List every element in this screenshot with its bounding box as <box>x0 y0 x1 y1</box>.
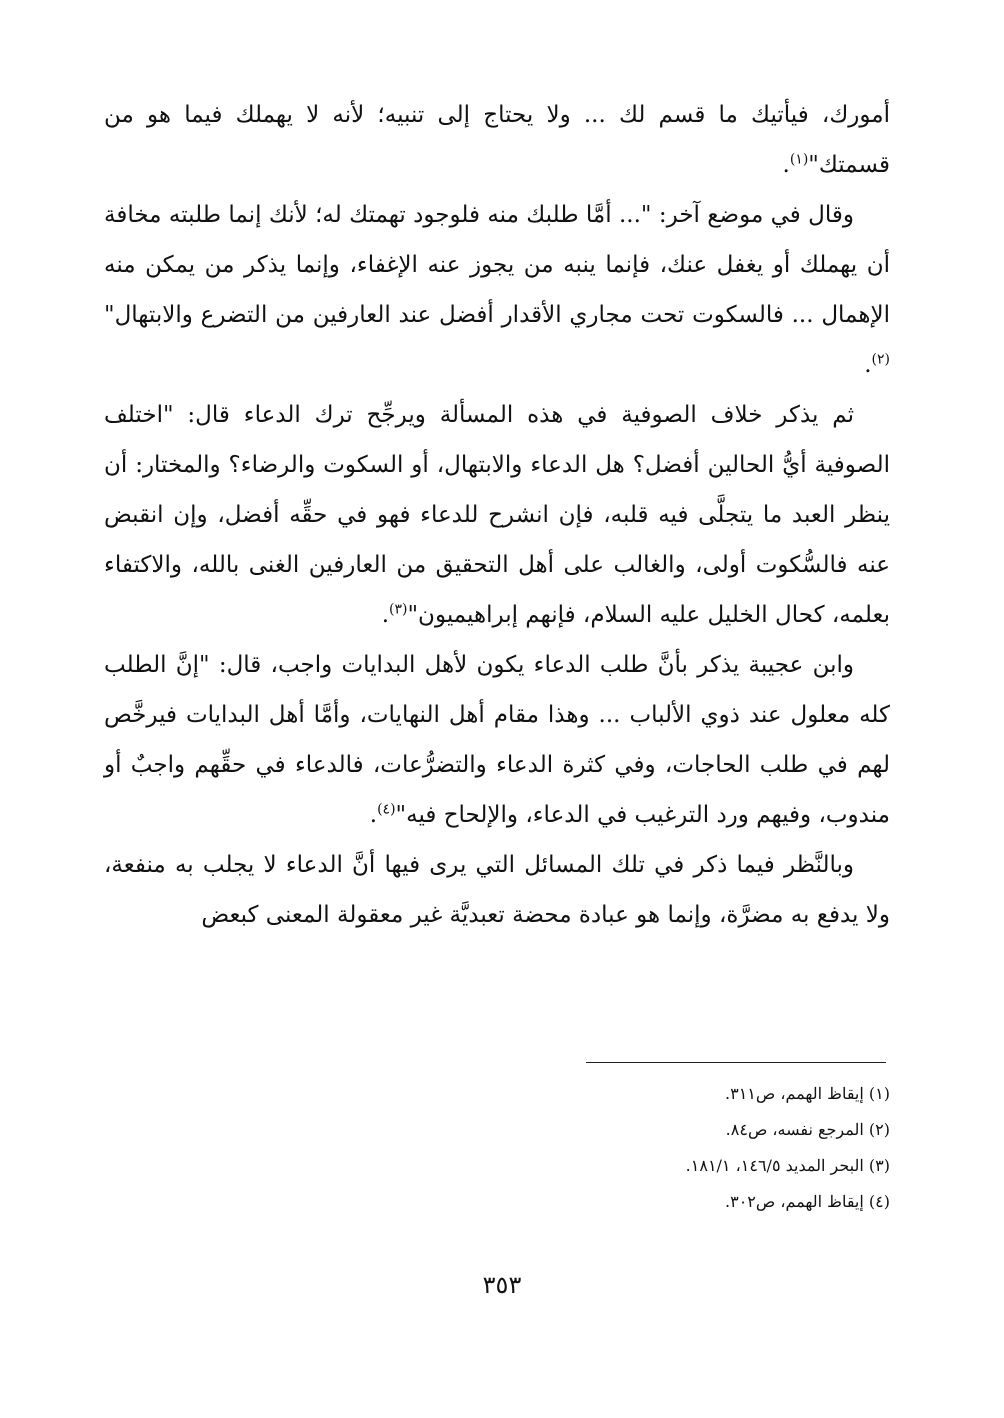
paragraph-4-text: وابن عجيبة يذكر بأنَّ طلب الدعاء يكون لأهل البدايات واجب، قال: "إنَّ الطلب كله معلول عند ذوي الألباب ... وهذا مقام أهل النهايات، وأمَّا أهل البدايات فيرخَّص لهم في طلب الحاجات، وفي كثرة الدعاء والتضرُّعات، فالدعاء في حقِّهم واجبٌ أو مندوب، وفيهم ورد الترغيب في الدعاء، والإلحاح فيه" <box>104 652 890 828</box>
footnote-separator <box>586 1062 886 1063</box>
paragraph-1-tail: . <box>782 152 790 178</box>
paragraph-5-text: وبالنَّظر فيما ذكر في تلك المسائل التي يرى فيها أنَّ الدعاء لا يجلب به منفعة، ولا يدفع به مضرَّة، وإنما هو عبادة محضة تعبديَّة غير معقولة المعنى كبعض <box>104 852 890 928</box>
paragraph-2 <box>104 190 890 390</box>
paragraph-1 <box>104 90 890 190</box>
paragraph-3-text: ثم يذكر خلاف الصوفية في هذه المسألة ويرجِّح ترك الدعاء قال: "اختلف الصوفية أيُّ الحالين أفضل؟ هل الدعاء والابتهال، أو السكوت والرضاء؟ والمختار: أن ينظر العبد ما يتجلَّى فيه قلبه، فإن انشرح للدعاء فهو في حقِّه أفضل، وإن انقبض عنه فالسُّكوت أولى، والغالب على أهل التحقيق من العارفين الغنى بالله، والاكتفاء بعلمه، كحال الخليل عليه السلام، فإنهم إبراهيميون" <box>104 402 890 628</box>
page-number: ٣٥٣ <box>482 1271 522 1299</box>
footnote-ref-1: (١) <box>789 151 809 168</box>
footnote-ref-3: (٣) <box>389 601 408 618</box>
paragraph-1-text: أمورك، فيأتيك ما قسم لك ... ولا يحتاج إلى تنبيه؛ لأنه لا يهملك فيما هو من قسمتك" <box>104 102 890 178</box>
footnote-4: (٤) إيقاظ الهمم، ص٣٠٢. <box>725 1192 890 1211</box>
paragraph-3 <box>104 390 890 640</box>
footnote-ref-2: (٢) <box>871 351 890 368</box>
paragraph-2-text: وقال في موضع آخر: "... أمَّا طلبك منه فلوجود تهمتك له؛ لأنك إنما طلبته مخافة أن يهملك أو يغفل عنك، فإنما ينبه من يجوز عنه الإغفاء، وإنما يذكر من يمكن منه الإهمال ... فالسكوت تحت مجاري الأقدار أفضل عند العارفين من التضرع والابتهال" <box>104 202 890 328</box>
paragraph-4 <box>104 640 890 840</box>
footnote-ref-4: (٤) <box>377 801 396 818</box>
main-text <box>104 90 890 940</box>
footnote-1: (١) إيقاظ الهمم، ص٣١١. <box>725 1084 890 1103</box>
paragraph-3-tail: . <box>381 602 389 628</box>
footnote-2: (٢) المرجع نفسه، ص٨٤. <box>725 1120 890 1139</box>
paragraph-4-tail: . <box>369 802 378 828</box>
footnote-3: (٣) البحر المديد ١٤٦/٥، ١٨١/١. <box>685 1156 890 1175</box>
footnotes <box>104 1076 890 1220</box>
paragraph-5 <box>104 840 890 940</box>
paragraph-2-tail: . <box>864 352 872 378</box>
